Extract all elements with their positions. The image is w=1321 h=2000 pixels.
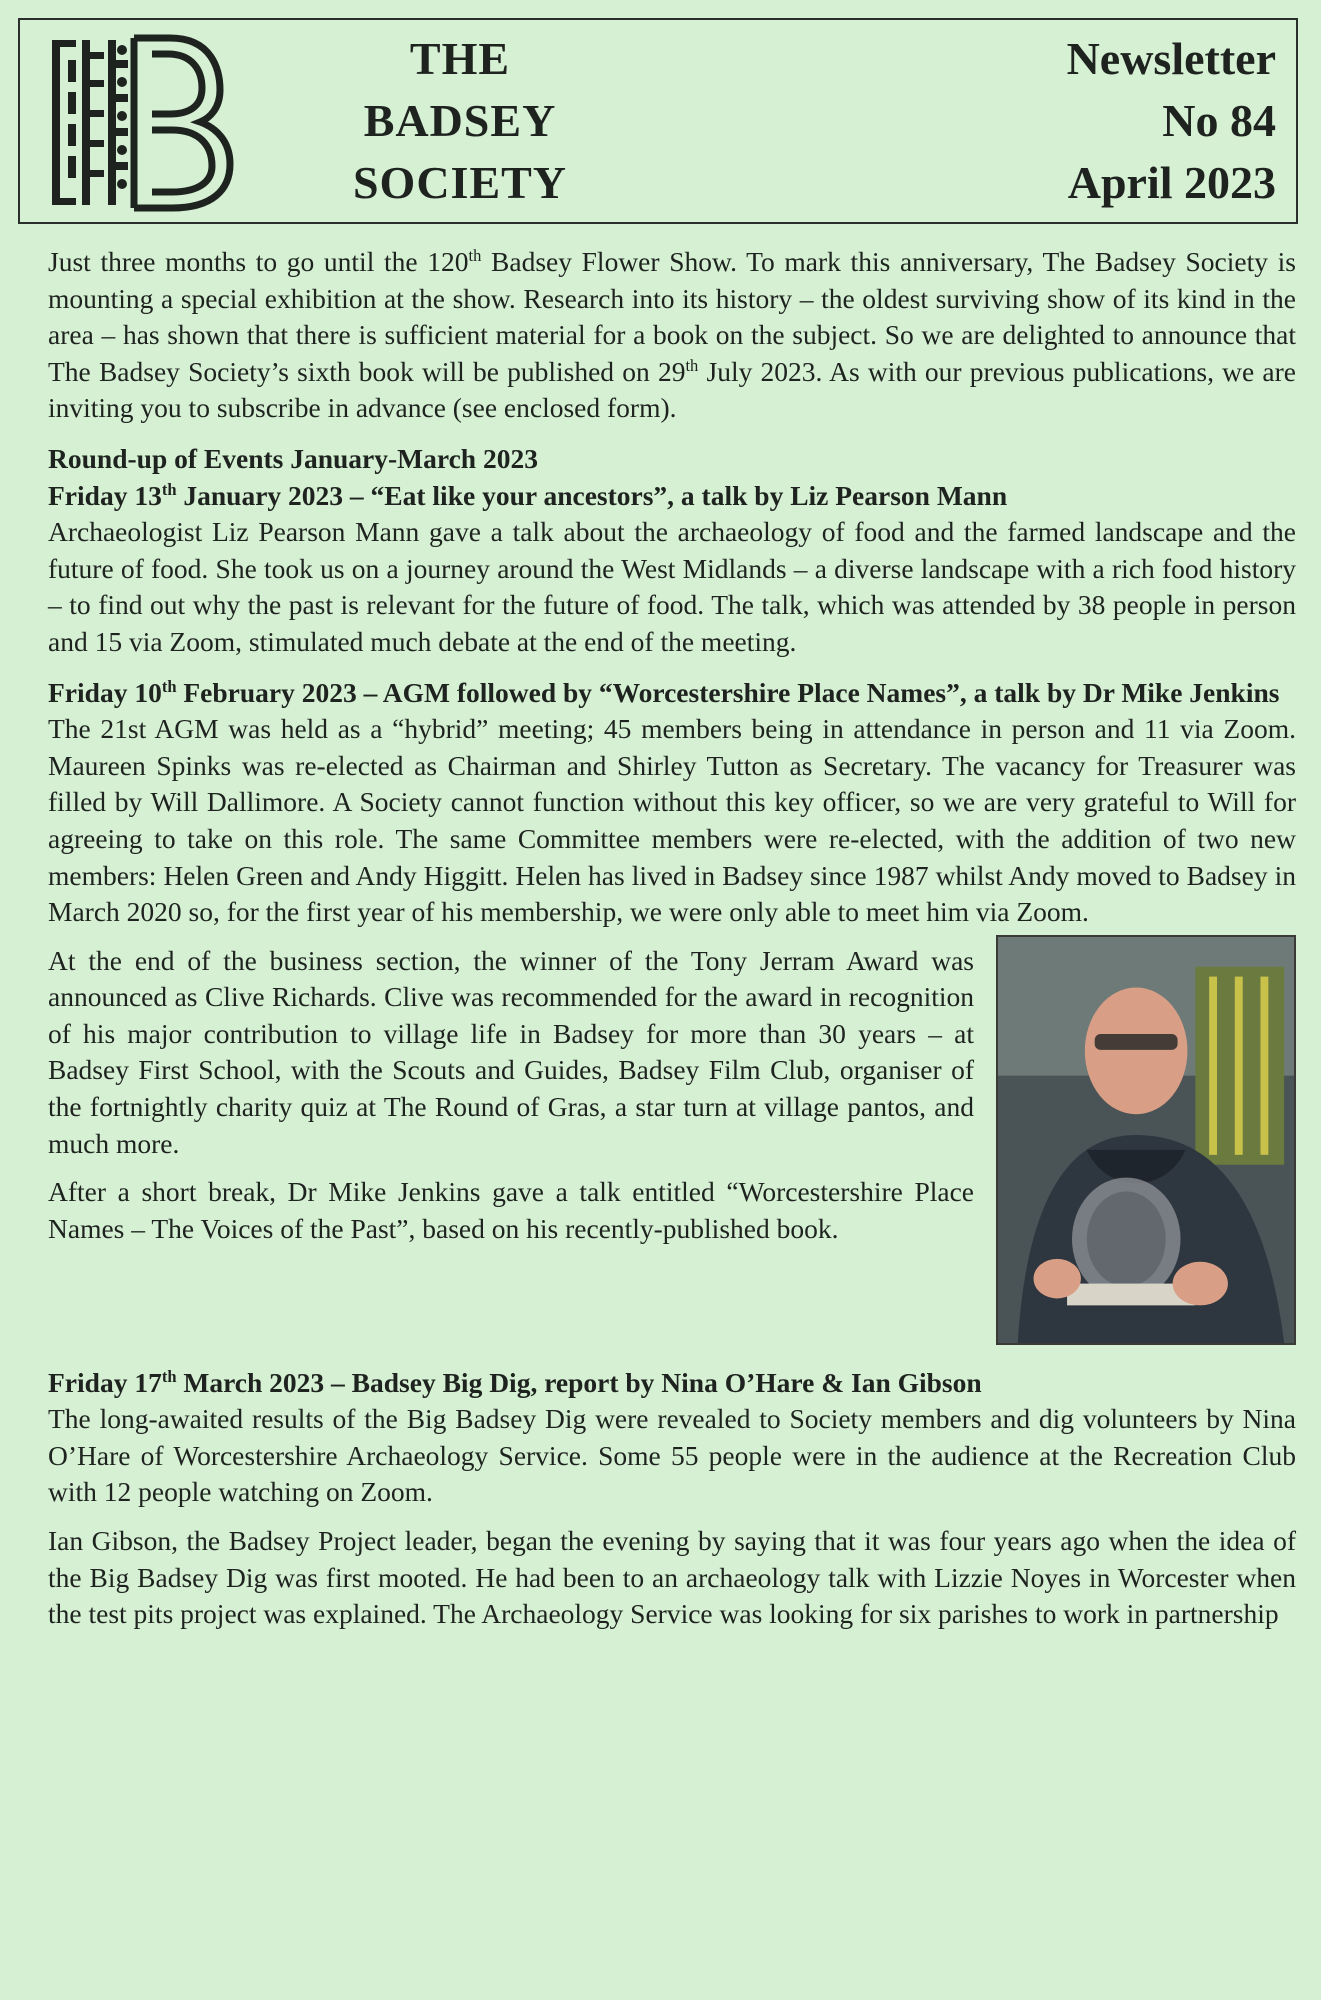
society-name: [310, 28, 610, 214]
event2-body-1: The 21st AGM was held as a “hybrid” meeting; 45 members being in attendance in person and 11 via Zoom. Maureen Spinks was re-elected as Chairman and Shirley Tutton as Secretary. The vacancy for Treasurer was filled by Will Dallimore. A Society cannot function without this key officer, so we are very grateful to Will for agreeing to take on this role. The same Committee members were re-elected, with the addition of two new members: Helen Green and Andy Higgitt. Helen has lived in Badsey since 1987 whilst Andy moved to Badsey in March 2020 so, for the first year of his membership, we were only able to meet him via Zoom.: [48, 713, 1296, 928]
event3-body-1: The long-awaited results of the Big Badsey Dig were revealed to Society members and dig volunteers by Nina O’Hare of Worcestershire Archaeology Service. Some 55 people were in the audience at the Recreation Club with 12 people watching on Zoom.: [48, 1403, 1296, 1508]
intro-paragraph: [48, 244, 1296, 427]
event3-heading: [48, 1365, 1296, 1402]
issue-info: [956, 28, 1276, 214]
intro-text-1: Just three months to go until the 120: [48, 246, 469, 277]
event1-body: Archaeologist Liz Pearson Mann gave a talk about the archaeology of food and the farmed landscape and the future of food. She took us on a journey around the West Midlands – a diverse landscape with a rich food history – to find out why the past is relevant for the future of food. The talk, which was attended by 38 people in person and 15 via Zoom, stimulated much debate at the end of the meeting.: [48, 516, 1296, 657]
intro-sup-2: th: [685, 355, 699, 375]
event3-body-2: Ian Gibson, the Badsey Project leader, began the evening by saying that it was four years ago when the idea of the Big Badsey Dig was first mooted. He had been to an archaeology talk with Lizzie Noyes in Worcester when the test pits project was explained. The Archaeology Service was looking for six parishes to work in partnership: [48, 1525, 1296, 1630]
event2-heading: [48, 675, 1296, 712]
masthead: [18, 18, 1298, 224]
event3-heading-a: Friday 17: [48, 1366, 162, 1398]
issue-date: April 2023: [1067, 157, 1276, 208]
issue-number: No 84: [1162, 95, 1276, 146]
event1-heading: [48, 478, 1296, 515]
event3-heading-sup: th: [161, 1366, 177, 1386]
event2-body-2: At the end of the business section, the winner of the Tony Jerram Award was announced as Clive Richards. Clive was recommended for the award in recognition of his major contribution to village life in Badsey for more than 30 years – at Badsey First School, with the Scouts and Guides, Badsey Film Club, organiser of the fortnightly charity quiz at The Round of Gras, a star turn at village pantos, and much more.: [48, 944, 974, 1159]
society-line-2: BADSEY: [363, 95, 557, 146]
intro-text-2: Badsey Flower Show. To mark this anniversary, The Badsey Society is mounting a special exhibition at the show. Research into its history – the oldest surviving show of its kind in the area – has shown that there is sufficient material for a book on the subject. So we are delighted to announce that The Badsey Society’s sixth book will be published on 29: [48, 246, 1296, 387]
photo-image: [998, 937, 1294, 1343]
intro-sup-1: th: [468, 245, 482, 265]
event2-heading-a: Friday 10: [48, 676, 162, 708]
event2-body-3: After a short break, Dr Mike Jenkins gave a talk entitled “Worcestershire Place Names – The Voices of the Past”, based on his recently-published book.: [48, 1176, 974, 1244]
event2-heading-b: February 2023 – AGM followed by “Worcestershire Place Names”, a talk by Dr Mike Jenkins: [176, 676, 1280, 708]
event1-heading-a: Friday 13: [48, 479, 162, 511]
event1-heading-b: January 2023 – “Eat like your ancestors”, a talk by Liz Pearson Mann: [176, 479, 1008, 511]
event3-heading-b: March 2023 – Badsey Big Dig, report by Nina O’Hare & Ian Gibson: [176, 1366, 982, 1398]
intro-text-3: July 2023. As with our previous publications, we are inviting you to subscribe in advance (see enclosed form).: [48, 355, 1296, 424]
award-winner-photo: [996, 935, 1296, 1345]
newsletter-body: [48, 244, 1296, 1633]
newsletter-label: Newsletter: [1066, 33, 1276, 84]
society-line-3: SOCIETY: [352, 157, 568, 208]
society-line-1: THE: [409, 33, 511, 84]
event1-heading-sup: th: [161, 479, 177, 499]
badsey-society-logo: [42, 30, 242, 215]
event2-heading-sup: th: [161, 676, 177, 696]
roundup-heading: Round-up of Events January-March 2023: [48, 442, 538, 474]
